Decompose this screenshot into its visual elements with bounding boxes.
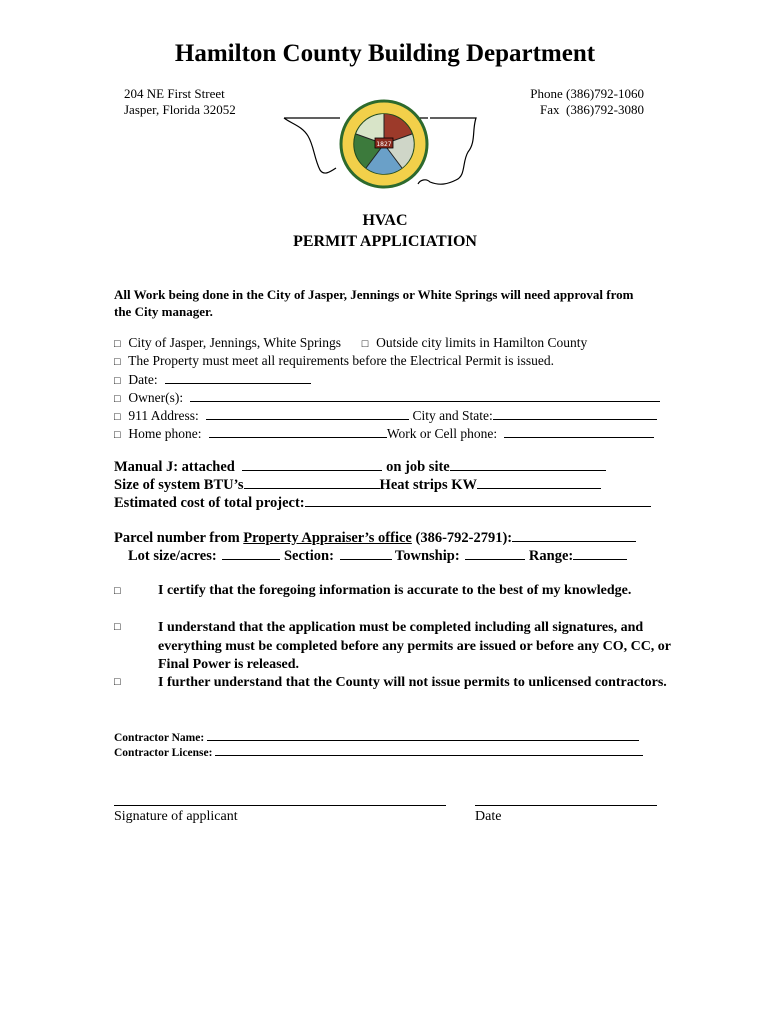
address-line-1: 204 NE First Street xyxy=(124,86,225,101)
heat-strips-label: Heat strips KW xyxy=(379,477,478,493)
lot-size-field[interactable] xyxy=(222,546,280,560)
certify3-text: I further understand that the County will not issue permits to unlicensed contractors. xyxy=(158,675,667,690)
address-label: 911 Address: xyxy=(128,408,199,423)
owner-label: Owner(s): xyxy=(128,390,184,405)
certify2-text: I understand that the application must be completed including all signatures, and everything must be completed before any permits are issued or before any CO, CC, or Final Power is released. xyxy=(158,620,671,672)
outside-option-label: Outside city limits in Hamilton County xyxy=(376,335,588,350)
fax-number: Fax (386)792-3080 xyxy=(540,102,644,117)
parcel-label-pre: Parcel number from xyxy=(114,530,244,546)
manual-j-field[interactable] xyxy=(242,457,382,471)
seal-year: 1827 xyxy=(376,141,392,148)
county-seal xyxy=(341,101,427,187)
btu-field[interactable] xyxy=(244,475,380,489)
parcel-label-post: (386-792-2791): xyxy=(411,530,513,546)
btu-label: Size of system BTU’s xyxy=(114,477,244,493)
parcel-row xyxy=(114,528,636,547)
estimated-cost-label: Estimated cost of total project: xyxy=(114,495,305,511)
date-signature-label: Date xyxy=(475,809,502,824)
requirement-text: The Property must meet all requirements before the Electrical Permit is issued. xyxy=(128,353,555,368)
cell-phone-label: Work or Cell phone: xyxy=(386,426,498,441)
range-field[interactable] xyxy=(573,546,627,560)
form-heading-hvac: HVAC xyxy=(362,212,408,229)
department-contact xyxy=(530,86,644,118)
parcel-number-field[interactable] xyxy=(512,528,636,542)
city-option-label: City of Jasper, Jennings, White Springs xyxy=(128,335,341,350)
date-row xyxy=(114,370,311,390)
contractor-name-row xyxy=(114,729,639,744)
contractor-name-field[interactable] xyxy=(207,729,639,741)
outside-checkbox[interactable]: □ xyxy=(361,338,369,350)
certify1-text: I certify that the foregoing information is accurate to the best of my knowledge. xyxy=(158,583,632,598)
certify2-checkbox[interactable]: □ xyxy=(114,621,121,633)
address-line-2: Jasper, Florida 32052 xyxy=(124,102,236,117)
section-label: Section: xyxy=(283,548,334,564)
manual-j-row xyxy=(114,457,606,476)
address-field[interactable] xyxy=(206,406,409,420)
signature-label: Signature of applicant xyxy=(114,809,238,824)
manual-j-label: Manual J: attached xyxy=(114,459,235,475)
county-map-seal xyxy=(280,96,490,196)
city-state-label: City and State: xyxy=(412,408,493,423)
on-job-site-label: on job site xyxy=(386,459,450,475)
certify3-checkbox[interactable]: □ xyxy=(114,676,121,688)
address-row xyxy=(114,406,657,426)
requirement-row xyxy=(114,352,554,371)
township-field[interactable] xyxy=(465,546,525,560)
btu-row xyxy=(114,475,601,494)
township-label: Township: xyxy=(394,548,460,564)
city-state-field[interactable] xyxy=(493,406,657,420)
city-approval-notice: All Work being done in the City of Jasper, Jennings or White Springs will need approval from the City manager. xyxy=(114,287,634,319)
estimated-cost-row xyxy=(114,493,651,512)
date-signature-line[interactable] xyxy=(475,805,657,806)
contractor-name-label: Contractor Name: xyxy=(114,732,205,744)
lot-row xyxy=(128,546,627,565)
owner-row xyxy=(114,388,660,408)
estimated-cost-field[interactable] xyxy=(305,493,651,507)
date-checkbox[interactable]: □ xyxy=(114,375,121,387)
home-phone-field[interactable] xyxy=(209,424,387,438)
owner-field[interactable] xyxy=(190,388,660,402)
range-label: Range: xyxy=(528,548,574,564)
department-address xyxy=(124,86,236,118)
cell-phone-field[interactable] xyxy=(504,424,654,438)
lot-size-label: Lot size/acres: xyxy=(128,548,217,564)
city-checkbox[interactable]: □ xyxy=(114,338,121,350)
contractor-license-row xyxy=(114,744,643,759)
location-options xyxy=(114,334,587,353)
section-field[interactable] xyxy=(340,546,392,560)
certify1-checkbox[interactable]: □ xyxy=(114,585,121,597)
contractor-license-field[interactable] xyxy=(215,744,643,756)
owner-checkbox[interactable]: □ xyxy=(114,393,121,405)
page-title: Hamilton County Building Department xyxy=(174,40,596,67)
address-checkbox[interactable]: □ xyxy=(114,411,121,423)
home-phone-label: Home phone: xyxy=(128,426,202,441)
date-label: Date: xyxy=(128,372,158,387)
requirement-checkbox[interactable]: □ xyxy=(114,356,121,368)
on-job-site-field[interactable] xyxy=(450,457,606,471)
property-appraiser-link[interactable]: Property Appraiser’s office xyxy=(243,530,412,546)
phone-number: Phone (386)792-1060 xyxy=(530,86,644,101)
phone-row xyxy=(114,424,654,444)
phone-checkbox[interactable]: □ xyxy=(114,429,121,441)
signature-line[interactable] xyxy=(114,805,446,806)
form-heading-permit: PERMIT APPLICIATION xyxy=(293,233,477,250)
date-field[interactable] xyxy=(165,370,311,384)
contractor-license-label: Contractor License: xyxy=(114,747,213,759)
heat-strips-field[interactable] xyxy=(477,475,601,489)
